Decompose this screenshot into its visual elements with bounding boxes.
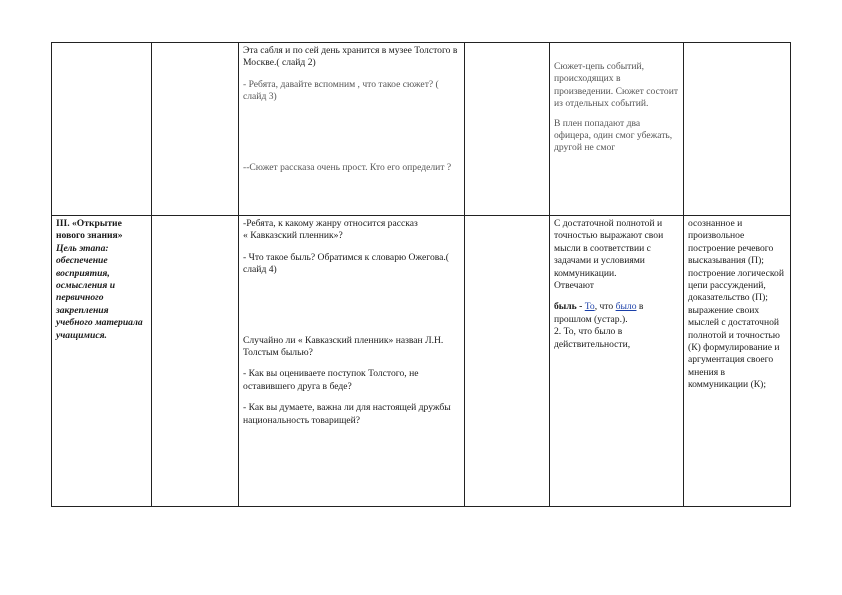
method-cell xyxy=(152,216,239,507)
lesson-plan-table xyxy=(51,42,791,507)
teacher-line: Эта сабля и по сей день хранится в музее Толстого в Москве.( слайд 2) xyxy=(243,45,458,69)
definition-text: в xyxy=(636,301,644,313)
empty-cell xyxy=(465,216,550,507)
student-line: Сюжет-цепь событий, происходящих в произведении. Сюжет состоит из отдельных событий. xyxy=(554,61,679,110)
teacher-activity-cell xyxy=(239,43,465,216)
teacher-line: -Ребята, к какому жанру относится рассказ xyxy=(243,218,418,229)
student-line: В плен попадают два офицера, один смог убежать, другой не смог xyxy=(554,117,673,154)
uud-cell xyxy=(684,216,791,507)
answer-label: Отвечают xyxy=(554,280,594,292)
student-activity-cell xyxy=(550,43,684,216)
student-activity-cell xyxy=(550,216,684,507)
teacher-line: - Как вы оцениваете поступок Толстого, не оставившего друга в беде? xyxy=(243,368,419,392)
teacher-activity-cell xyxy=(239,216,465,507)
definition-link[interactable]: То xyxy=(584,301,595,313)
teacher-line: Случайно ли « Кавказский пленник» назван Л.Н. Толстым былью? xyxy=(243,334,444,359)
empty-cell xyxy=(465,43,550,216)
table-row xyxy=(52,43,791,216)
definition-separator: - xyxy=(576,301,585,313)
uud-text: осознанное и произвольное построение речевого высказывания (П); построение логической цепи рассуждений, доказательство (П); выражение своих мыслей с достаточной полнотой и точностью (К) формулирование и аргументация своего мнения в коммуникации (К); xyxy=(688,218,784,391)
table-row xyxy=(52,216,791,507)
teacher-line: --Сюжет рассказа очень прост. Кто его определит ? xyxy=(243,161,452,173)
teacher-line: - Что такое быль? Обратимся к словарю Ожегова.( слайд 4) xyxy=(243,251,449,276)
student-text: С достаточной полнотой и точностью выражают свои мысли в соответствии с задачами и условиями коммуникации. xyxy=(554,218,664,279)
stage-cell xyxy=(52,43,152,216)
definition-text: 2. То, что было в действительности, xyxy=(554,326,631,350)
teacher-line: « Кавказский пленник»? xyxy=(243,230,343,242)
definition-word: быль xyxy=(554,301,577,313)
dictionary-definition xyxy=(554,301,679,313)
stage-goal: Цель этапа: обеспечение восприятия, осмысления и первичного закрепления учебного материала учащимися. xyxy=(56,242,143,341)
teacher-line: - Ребята, давайте вспомним , что такое сюжет? ( слайд 3) xyxy=(243,78,439,103)
definition-link[interactable]: было xyxy=(615,301,637,313)
uud-cell xyxy=(684,43,791,216)
method-cell xyxy=(152,43,239,216)
teacher-line: - Как вы думаете, важна ли для настоящей дружбы национальность товарищей? xyxy=(243,402,451,426)
definition-text: прошлом (устар.). xyxy=(554,313,628,325)
stage-cell xyxy=(52,216,152,507)
stage-title: III. «Открытие нового знания» xyxy=(56,218,123,242)
definition-text: , что xyxy=(594,301,616,313)
